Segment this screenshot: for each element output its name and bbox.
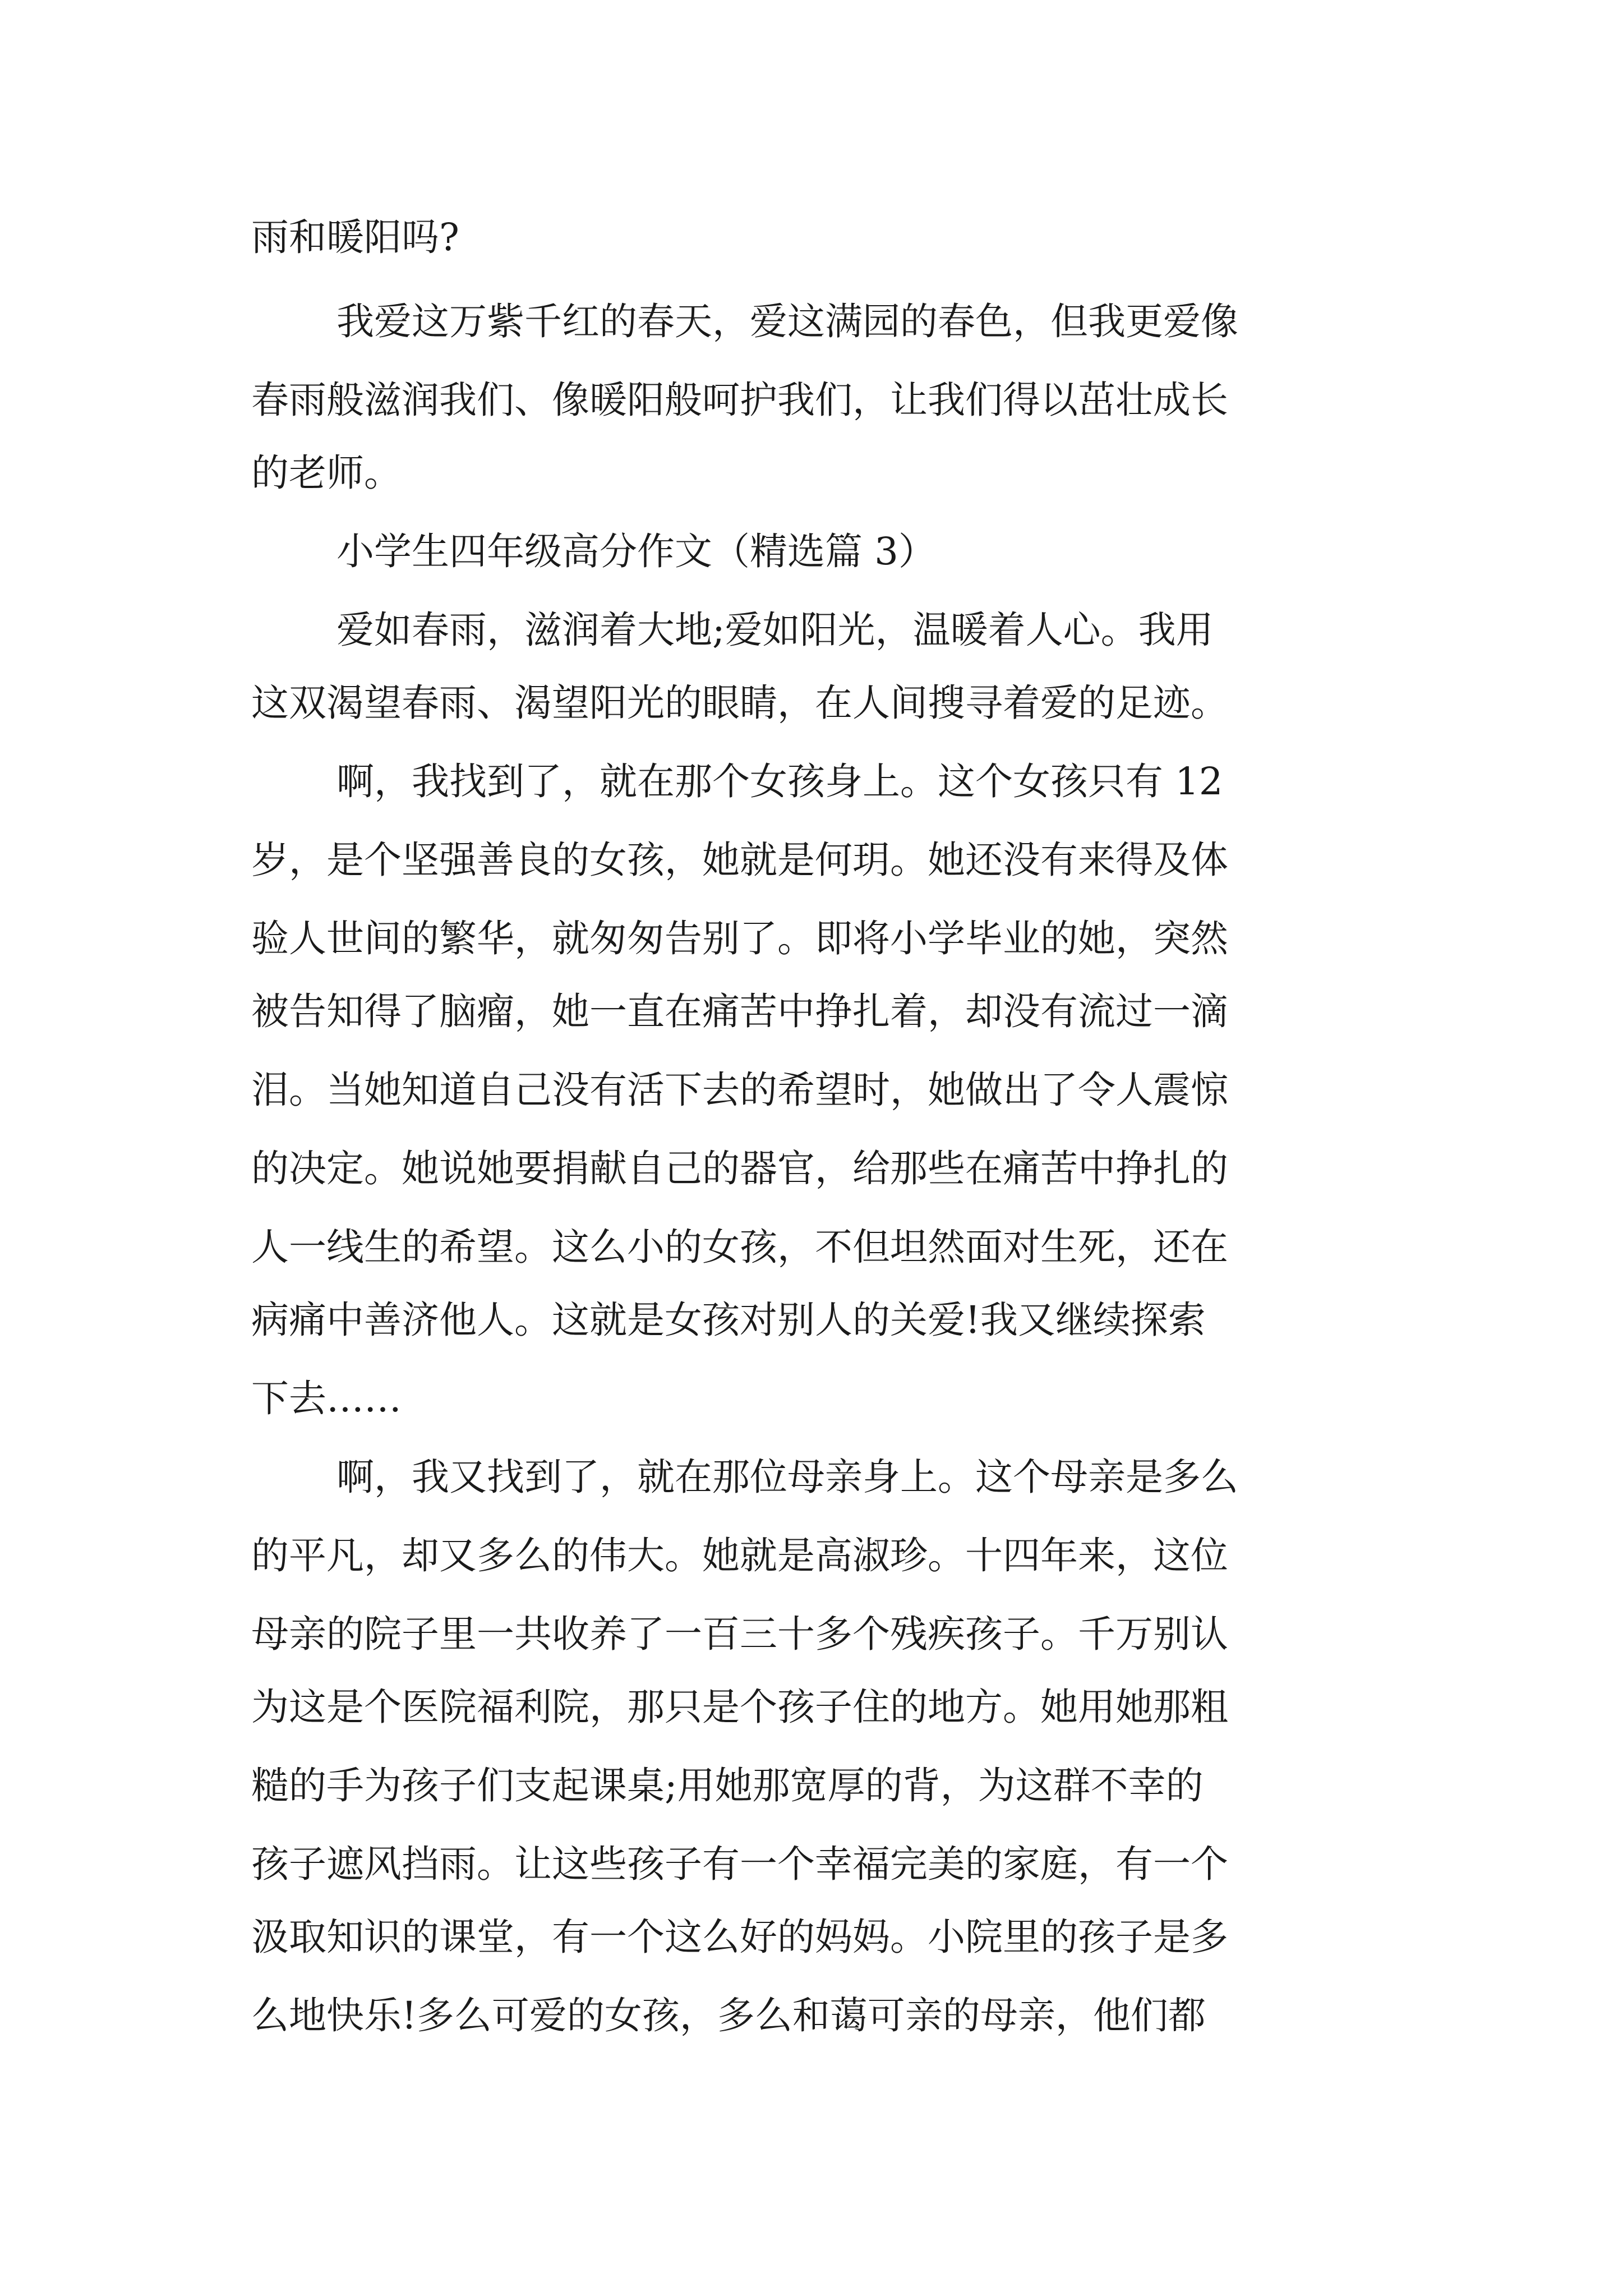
section-heading: 小学生四年级高分作文（精选篇 3） [336,530,936,573]
text-line: 么地快乐!多么可爱的女孩，多么和蔼可亲的母亲，他们都 [251,1994,1206,2037]
text-line: 被告知得了脑瘤，她一直在痛苦中挣扎着，却没有流过一滴 [251,990,1228,1033]
text-line: 人一线生的希望。这么小的女孩，不但坦然面对生死，还在 [251,1225,1228,1269]
text-line: 汲取知识的课堂，有一个这么好的妈妈。小院里的孩子是多 [251,1915,1228,1959]
text-line: 啊，我又找到了，就在那位母亲身上。这个母亲是多么 [336,1455,1238,1499]
text-line: 孩子遮风挡雨。让这些孩子有一个幸福完美的家庭，有一个 [251,1842,1228,1886]
text-line: 春雨般滋润我们、像暖阳般呵护我们，让我们得以茁壮成长 [251,378,1228,422]
text-line: 为这是个医院福利院，那只是个孩子住的地方。她用她那粗 [251,1685,1228,1729]
text-line: 这双渴望春雨、渴望阳光的眼睛，在人间搜寻着爱的足迹。 [251,681,1228,725]
text-line: 泪。当她知道自己没有活下去的希望时，她做出了令人震惊 [251,1068,1228,1112]
text-line: 爱如春雨，滋润着大地;爱如阳光，温暖着人心。我用 [336,608,1214,652]
text-line: 的老师。 [251,451,402,495]
text-line: 糙的手为孩子们支起课桌;用她那宽厚的背，为这群不幸的 [251,1764,1204,1807]
text-line: 岁，是个坚强善良的女孩，她就是何玥。她还没有来得及体 [251,838,1228,882]
text-line: 的平凡，却又多么的伟大。她就是高淑珍。十四年来，这位 [251,1534,1228,1577]
text-line: 我爱这万紫千红的春天，爱这满园的春色，但我更爱像 [336,300,1238,343]
text-line: 的决定。她说她要捐献自己的器官，给那些在痛苦中挣扎的 [251,1147,1228,1190]
text-line: 下去…… [251,1377,402,1420]
text-line: 母亲的院子里一共收养了一百三十多个残疾孩子。千万别认 [251,1612,1228,1656]
text-line: 病痛中善济他人。这就是女孩对别人的关爱!我又继续探索 [251,1298,1206,1342]
text-line: 雨和暖阳吗? [251,215,459,259]
text-line: 验人世间的繁华，就匆匆告别了。即将小学毕业的她，突然 [251,917,1228,960]
text-line: 啊，我找到了，就在那个女孩身上。这个女孩只有 12 [336,760,1223,803]
